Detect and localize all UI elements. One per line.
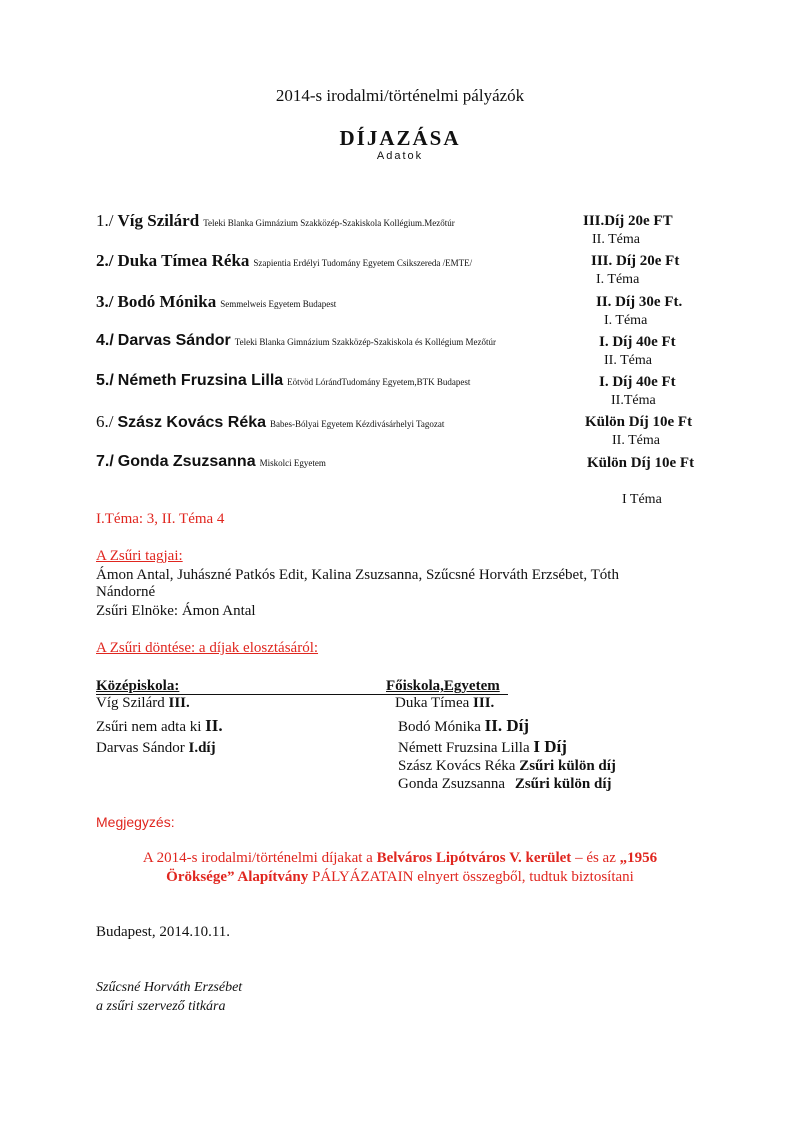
decision-right-row: Némett Fruzsina Lilla I Díj [398, 737, 567, 756]
note-text-line1: A 2014-s irodalmi/történelmi díjakat a Belváros Lipótváros V. kerület – és az „1956 [142, 850, 658, 866]
entry-line [96, 211, 455, 231]
entry-institution: Semmelweis Egyetem Budapest [220, 299, 337, 309]
entry-number: 3./ [96, 292, 114, 311]
entry-line [96, 453, 326, 471]
decision-right-row: Duka Tímea III. [395, 695, 495, 711]
entry-name: Duka Tímea Réka [117, 251, 250, 270]
entry-topic: II.Téma [611, 393, 656, 408]
entry-number: 6./ [96, 412, 114, 431]
entry-topic: II. Téma [604, 353, 652, 368]
decision-right-row: Bodó Mónika II. Díj [398, 716, 530, 735]
entry-name: Bodó Mónika [117, 292, 217, 311]
entry-prize: I. Díj 40e Ft [599, 334, 676, 350]
entry-prize: I. Díj 40e Ft [599, 374, 676, 390]
decision-left-row: Víg Szilárd III. [96, 695, 190, 711]
entry-institution: Eötvöd LórándTudomány Egyetem,BTK Budapest [287, 377, 471, 387]
entry-line [96, 292, 336, 312]
decision-left-row: Zsűri nem adta ki II. [96, 716, 223, 735]
entry-line [96, 251, 472, 271]
jury-chair: Zsűri Elnöke: Ámon Antal [96, 603, 256, 619]
decision-col2-header: Főiskola,Egyetem [386, 678, 500, 694]
entry-number: 4./ [96, 332, 114, 349]
entry-name: Gonda Zsuzsanna [117, 453, 256, 470]
signer-role: a zsűri szervező titkára [96, 999, 226, 1014]
document-small-label: Adatok [376, 150, 424, 162]
entry-name: Víg Szilárd [117, 211, 200, 230]
entry-topic: I. Téma [604, 313, 648, 328]
document-title: DÍJAZÁSA [339, 126, 461, 150]
entry-line [96, 412, 444, 432]
entry-prize: III. Díj 20e Ft [591, 253, 680, 269]
entry-institution: Teleki Blanka Gimnázium Szakközép-Szakiskola és Kollégium Mezőtúr [234, 337, 497, 347]
entry-institution: Miskolci Egyetem [259, 458, 326, 468]
entry-number: 5./ [96, 372, 114, 389]
decision-right-row: Szász Kovács Réka Zsűri külön díj [398, 758, 616, 774]
note-text-line2: Öröksége” Alapítvány PÁLYÁZATAIN elnyert összegből, tudtuk biztosítani [166, 869, 634, 885]
document-subtitle: 2014-s irodalmi/történelmi pályázók [275, 86, 525, 105]
jury-members-cont: Nándorné [96, 584, 156, 600]
entry-number: 2./ [96, 251, 114, 270]
topic-summary: I.Téma: 3, II. Téma 4 [96, 511, 225, 527]
signer-name: Szűcsné Horváth Erzsébet [96, 980, 243, 995]
jury-heading: A Zsűri tagjai: [96, 548, 183, 564]
entry-name: Németh Fruzsina Lilla [117, 372, 284, 389]
entry-number: 1./ [96, 211, 114, 230]
place-date: Budapest, 2014.10.11. [96, 924, 231, 940]
entry-name: Szász Kovács Réka [117, 414, 267, 431]
decision-heading: A Zsűri döntése: a díjak elosztásáról: [96, 640, 319, 656]
entry-topic: I. Téma [596, 272, 640, 287]
entry-name: Darvas Sándor [117, 332, 231, 349]
entry-prize: Külön Díj 10e Ft [587, 455, 695, 471]
entry-prize: II. Díj 30e Ft. [596, 294, 683, 310]
entry-line [96, 332, 496, 350]
entry-topic: I Téma [622, 492, 662, 507]
entry-institution: Szapientia Erdélyi Tudomány Egyetem Csikszereda /EMTE/ [253, 258, 473, 268]
entry-institution: Babes-Bólyai Egyetem Kézdivásárhelyi Tagozat [270, 419, 445, 429]
entry-prize: Külön Díj 10e Ft [585, 414, 693, 430]
entry-topic: II. Téma [592, 232, 640, 247]
entry-institution: Teleki Blanka Gimnázium Szakközép-Szakiskola Kollégium.Mezőtúr [203, 218, 455, 228]
entry-line [96, 372, 470, 390]
note-label: Megjegyzés: [96, 814, 175, 830]
entry-prize: III.Díj 20e FT [583, 213, 673, 229]
entry-number: 7./ [96, 453, 114, 470]
decision-left-row: Darvas Sándor I.díj [96, 740, 216, 756]
decision-col1-header: Középiskola: [96, 678, 180, 694]
jury-members: Ámon Antal, Juhászné Patkós Edit, Kalina Zsuzsanna, Szűcsné Horváth Erzsébet, Tóth [96, 567, 619, 583]
decision-right-row: Gonda Zsuzsanna Zsűri külön díj [398, 776, 612, 792]
entry-topic: II. Téma [612, 433, 660, 448]
